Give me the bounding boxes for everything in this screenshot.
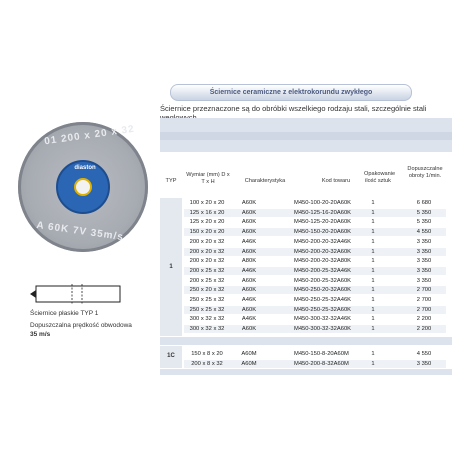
cell-speed: 3 350 bbox=[416, 258, 432, 265]
header-band bbox=[160, 118, 452, 152]
wheel-hub bbox=[74, 178, 92, 196]
cell-speed: 4 550 bbox=[416, 351, 432, 357]
cell-pack: 1 bbox=[371, 267, 375, 274]
table-bottom-band bbox=[160, 369, 452, 375]
cell-pack: 1 bbox=[371, 200, 375, 206]
cell-speed: 2 200 bbox=[416, 326, 432, 333]
cell-speed: 2 700 bbox=[416, 297, 432, 303]
cell-dims: 200 x 20 x 32 bbox=[189, 238, 225, 245]
table-row bbox=[184, 199, 446, 207]
cell-dims: 200 x 25 x 32 bbox=[189, 277, 225, 284]
cell-code: M450-200-25-32A46K bbox=[294, 267, 352, 274]
cell-char: A60K bbox=[241, 277, 257, 284]
cell-char: A60M bbox=[241, 360, 257, 367]
wheel-profile-schematic bbox=[30, 284, 122, 304]
section-subtitle: Ściernice przeznaczone są do obróbki wszelkiego rodzaju stali, szczególnie stali bbox=[160, 104, 427, 113]
cell-pack: 1 bbox=[371, 219, 375, 226]
cell-dims: 300 x 32 x 32 bbox=[189, 316, 225, 323]
cell-dims: 300 x 32 x 32 bbox=[189, 326, 225, 333]
cell-char: A60K bbox=[241, 200, 257, 206]
table-row bbox=[184, 360, 446, 368]
cell-dims: 125 x 16 x 20 bbox=[189, 209, 225, 216]
cell-code: M450-150-8-20A60M bbox=[294, 351, 349, 357]
cell-dims: 250 x 20 x 32 bbox=[189, 287, 225, 294]
cell-code: M450-125-20-20A60K bbox=[294, 219, 352, 226]
cell-dims: 200 x 20 x 32 bbox=[189, 258, 225, 265]
header-code: Kod towaru bbox=[321, 178, 351, 184]
cell-speed: 3 350 bbox=[416, 238, 432, 245]
table-row bbox=[184, 306, 446, 314]
table-row bbox=[184, 286, 446, 294]
section-title: Ściernice ceramiczne z elektrokorundu zwykłego bbox=[170, 84, 412, 101]
cell-pack: 1 bbox=[371, 306, 375, 313]
cell-code: M450-250-25-32A46K bbox=[294, 297, 352, 303]
cell-char: A60K bbox=[241, 287, 257, 294]
table-row bbox=[184, 315, 446, 323]
cell-code: M450-250-20-32A60K bbox=[294, 287, 352, 294]
rim-text-top: 01 200 x 20 x 32 bbox=[43, 123, 136, 148]
table-row bbox=[184, 296, 446, 304]
group-separator bbox=[160, 337, 452, 345]
cell-pack: 1 bbox=[371, 297, 375, 303]
cell-code: M450-200-20-32A80K bbox=[294, 258, 352, 265]
cell-char: A60K bbox=[241, 229, 257, 236]
grinding-wheel-image bbox=[18, 122, 148, 252]
cell-pack: 1 bbox=[371, 248, 375, 255]
cell-char: A80K bbox=[241, 258, 257, 265]
table-row bbox=[184, 209, 446, 217]
cell-speed: 2 700 bbox=[416, 306, 432, 313]
caption-speed-value: 35 m/s bbox=[30, 331, 51, 338]
cell-dims: 250 x 25 x 32 bbox=[189, 306, 225, 313]
cell-char: A46K bbox=[241, 297, 257, 303]
rim-text-bottom: A 60K 7V 35m/s bbox=[35, 219, 125, 244]
cell-char: A60K bbox=[241, 306, 257, 313]
table-row bbox=[184, 325, 446, 333]
cell-speed: 3 350 bbox=[416, 267, 432, 274]
typ-label-group2: 1C bbox=[167, 353, 175, 359]
cell-speed: 5 350 bbox=[416, 219, 432, 226]
cell-dims: 150 x 20 x 20 bbox=[189, 229, 225, 236]
cell-speed: 4 550 bbox=[416, 229, 432, 236]
cell-pack: 1 bbox=[371, 229, 375, 236]
cell-pack: 1 bbox=[371, 316, 375, 323]
cell-char: A60K bbox=[241, 326, 257, 333]
brand-logo: diaston bbox=[74, 165, 96, 171]
cell-code: M450-300-32-32A46K bbox=[294, 316, 352, 323]
cell-pack: 1 bbox=[371, 351, 375, 357]
header-typ: TYP bbox=[165, 178, 177, 184]
cell-dims: 250 x 25 x 32 bbox=[189, 297, 225, 303]
cell-pack: 1 bbox=[371, 360, 375, 367]
cell-dims: 125 x 20 x 20 bbox=[189, 219, 225, 226]
cell-code: M450-200-25-32A60K bbox=[294, 277, 352, 284]
header-pack: Opakowanie ilość sztuk bbox=[364, 171, 396, 184]
cell-speed: 3 350 bbox=[416, 277, 432, 284]
header-char: Charakterystyka bbox=[244, 178, 286, 184]
table-row bbox=[184, 257, 446, 265]
cell-speed: 6 680 bbox=[416, 200, 432, 206]
table-row bbox=[184, 228, 446, 236]
cell-char: A46K bbox=[241, 238, 257, 245]
cell-pack: 1 bbox=[371, 277, 375, 284]
caption-speed-label: Dopuszczalna prędkość obwodowa bbox=[30, 322, 132, 329]
cell-pack: 1 bbox=[371, 209, 375, 216]
cell-dims: 200 x 20 x 32 bbox=[189, 248, 225, 255]
table-row bbox=[184, 350, 446, 358]
cell-dims: 200 x 8 x 32 bbox=[191, 360, 223, 367]
cell-pack: 1 bbox=[371, 258, 375, 265]
cell-code: M450-300-32-32A60K bbox=[294, 326, 352, 333]
cell-speed: 2 700 bbox=[416, 287, 432, 294]
cell-pack: 1 bbox=[371, 287, 375, 294]
cell-pack: 1 bbox=[371, 238, 375, 245]
cell-dims: 100 x 20 x 20 bbox=[189, 200, 225, 206]
header-dims: Wymiar (mm) D x T x H bbox=[186, 172, 230, 185]
cell-speed: 2 200 bbox=[416, 316, 432, 323]
cell-speed: 5 350 bbox=[416, 209, 432, 216]
cell-code: M450-250-25-32A60K bbox=[294, 306, 352, 313]
cell-speed: 3 350 bbox=[416, 360, 432, 367]
cell-char: A60K bbox=[241, 248, 257, 255]
header-speed: Dopuszczalne obroty 1/min. bbox=[407, 166, 443, 179]
cell-speed: 3 350 bbox=[416, 248, 432, 255]
cell-code: M450-150-20-20A60K bbox=[294, 229, 352, 236]
cell-dims: 150 x 8 x 20 bbox=[191, 351, 223, 357]
cell-char: A46K bbox=[241, 267, 257, 274]
cell-char: A60K bbox=[241, 219, 257, 226]
cell-code: M450-125-16-20A60K bbox=[294, 209, 352, 216]
cell-code: M450-200-20-32A60K bbox=[294, 248, 352, 255]
cell-char: A60M bbox=[241, 351, 257, 357]
cell-code: M450-200-8-32A60M bbox=[294, 360, 349, 367]
caption-type: Ściernice płaskie TYP 1 bbox=[30, 310, 99, 317]
typ-label-group1: 1 bbox=[169, 264, 173, 270]
wheel-label bbox=[56, 160, 110, 214]
cell-code: M450-100-20-20A60K bbox=[294, 200, 352, 206]
cell-code: M450-200-20-32A46K bbox=[294, 238, 352, 245]
cell-char: A46K bbox=[241, 316, 257, 323]
cell-pack: 1 bbox=[371, 326, 375, 333]
table-row bbox=[184, 277, 446, 285]
table-row bbox=[184, 218, 446, 226]
table-row bbox=[184, 248, 446, 256]
cell-dims: 200 x 25 x 32 bbox=[189, 267, 225, 274]
table-row bbox=[184, 267, 446, 275]
table-row bbox=[184, 238, 446, 246]
cell-char: A60K bbox=[241, 209, 257, 216]
